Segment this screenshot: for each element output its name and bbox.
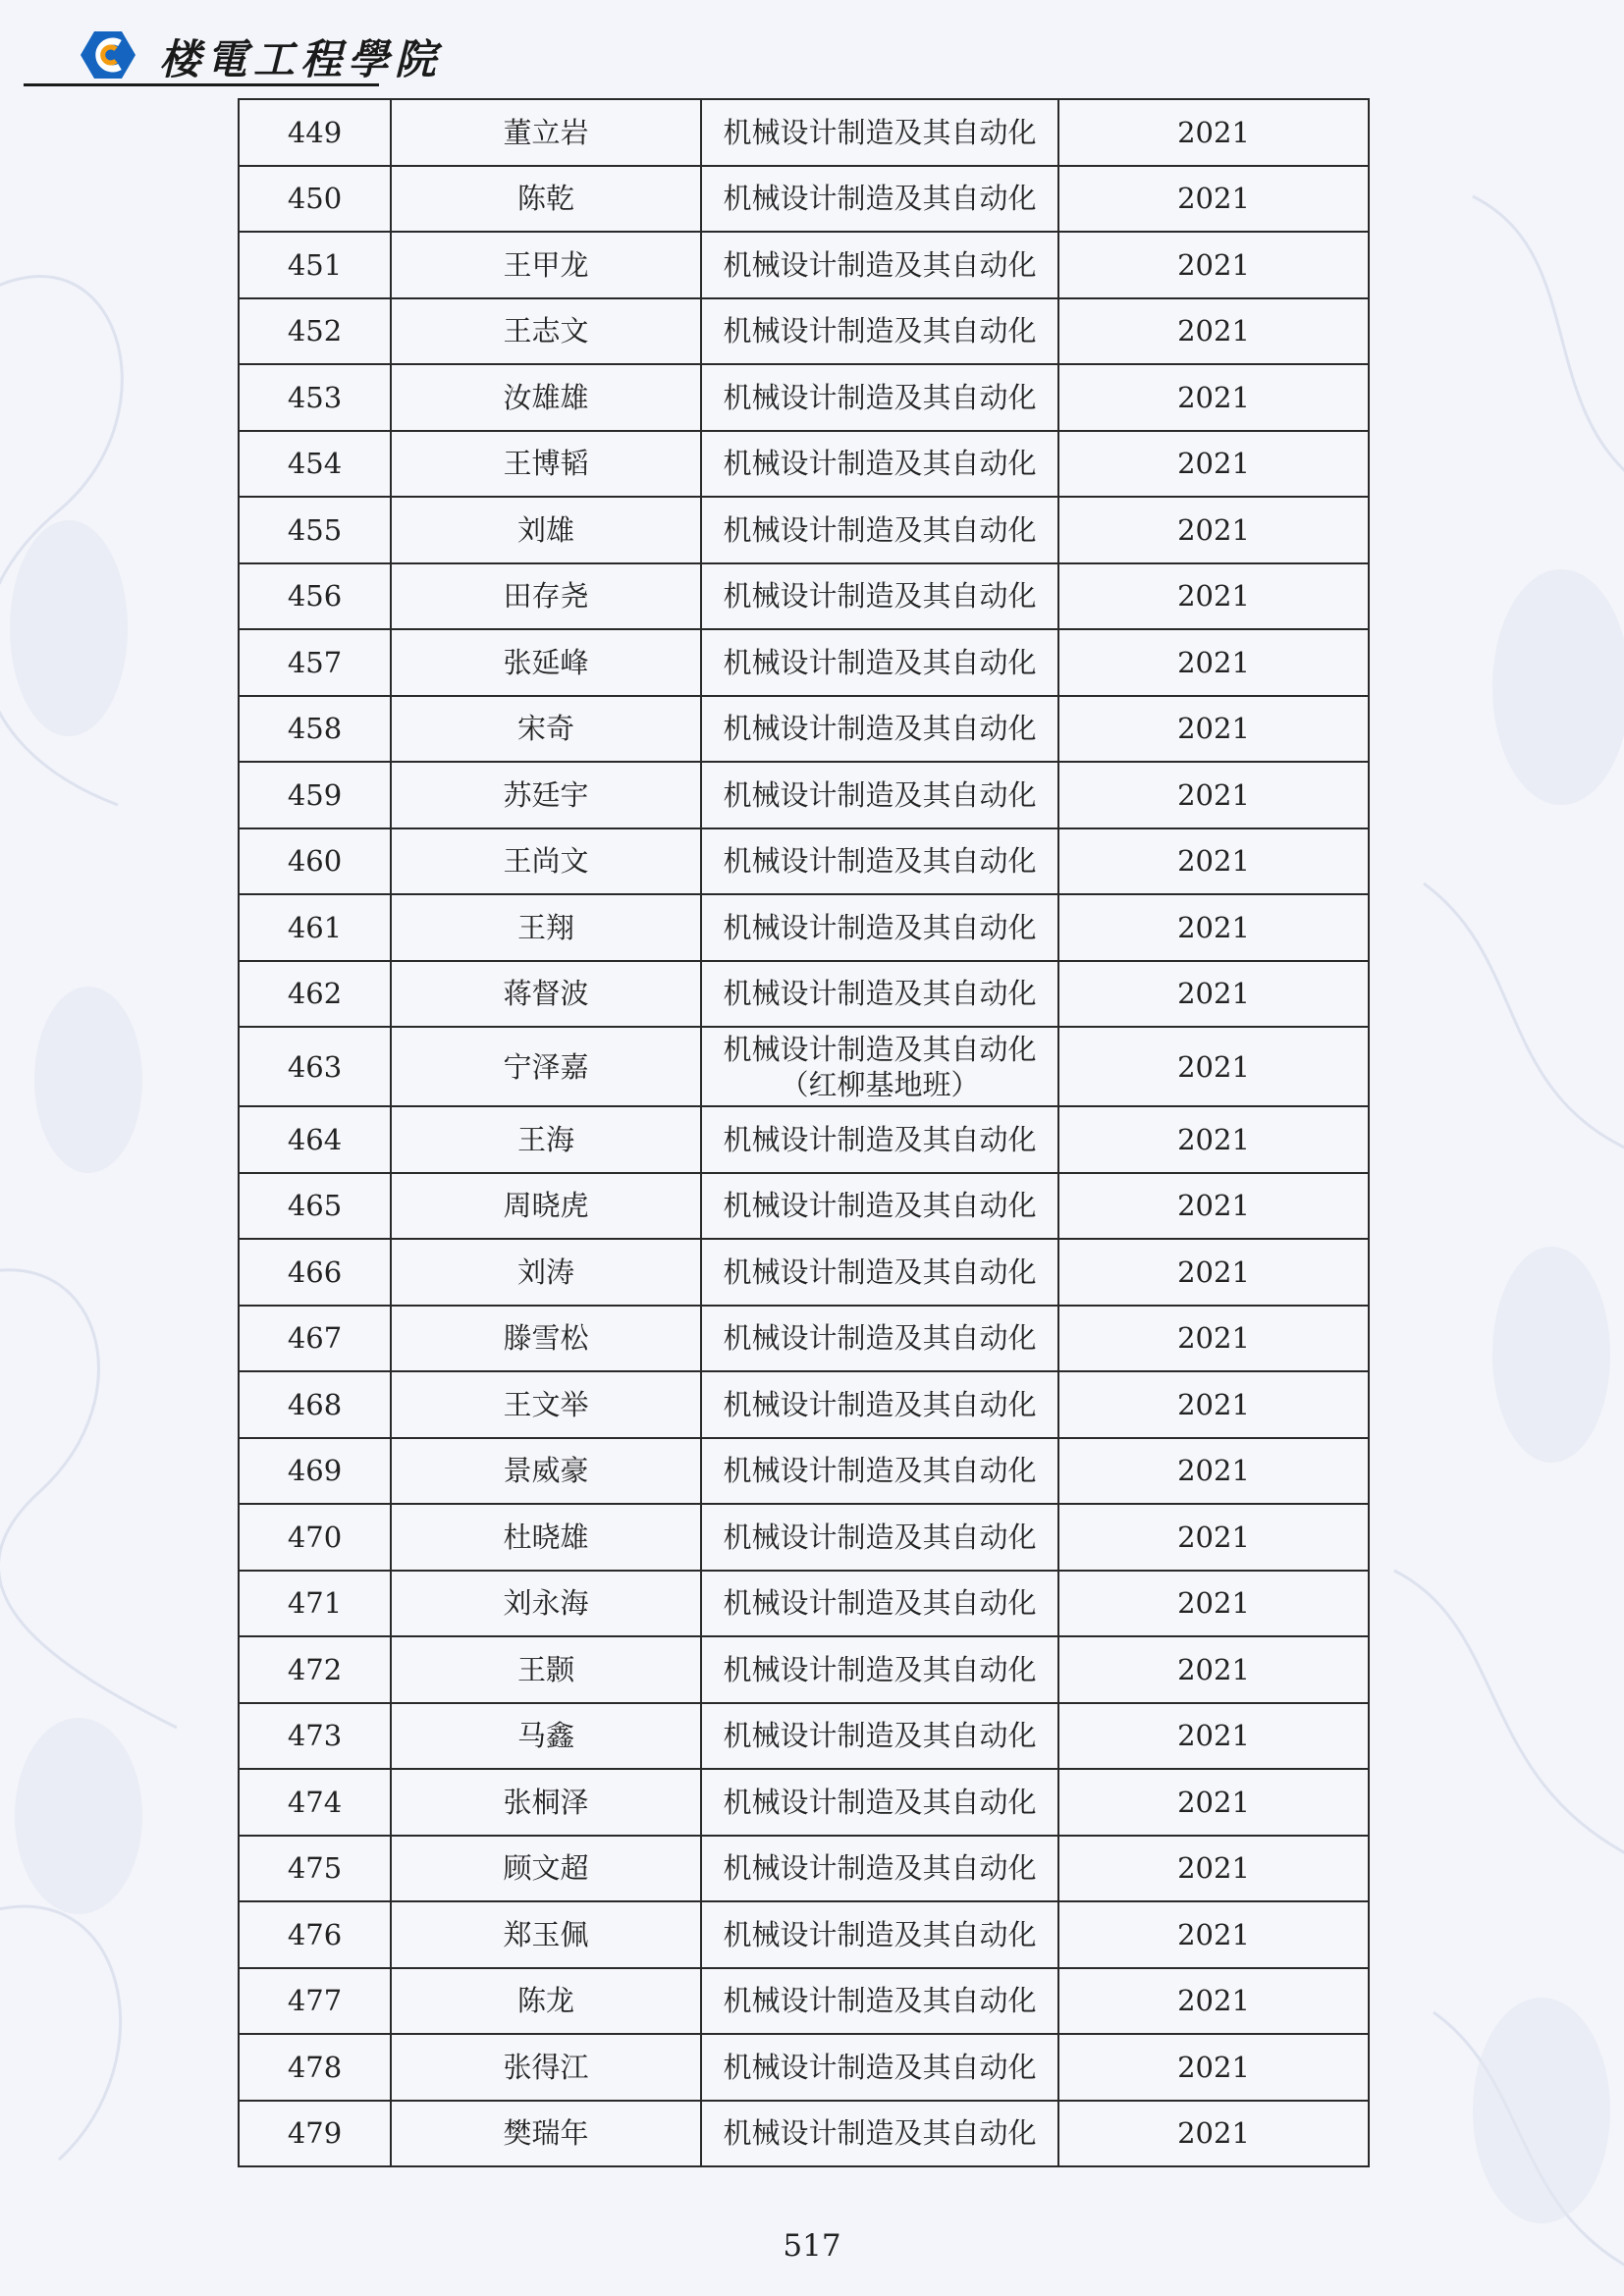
major-cell: 机械设计制造及其自动化: [701, 1371, 1058, 1438]
table-row: [239, 1769, 1369, 1836]
major-cell: 机械设计制造及其自动化: [701, 99, 1058, 166]
row-number-cell: 452: [239, 298, 391, 365]
table-row: [239, 1239, 1369, 1306]
student-name-cell: 宋奇: [391, 696, 701, 763]
row-number-cell: 462: [239, 961, 391, 1028]
table-row: [239, 1571, 1369, 1637]
row-number-cell: 461: [239, 894, 391, 961]
major-cell: 机械设计制造及其自动化: [701, 1901, 1058, 1968]
row-number-cell: 458: [239, 696, 391, 763]
student-name-cell: 王海: [391, 1106, 701, 1173]
student-name-cell: 苏廷宇: [391, 762, 701, 828]
major-cell: 机械设计制造及其自动化: [701, 1571, 1058, 1637]
row-number-cell: 479: [239, 2101, 391, 2167]
row-number-cell: 464: [239, 1106, 391, 1173]
student-roster-table: [238, 98, 1370, 2167]
student-name-cell: 景威豪: [391, 1438, 701, 1505]
table-row: [239, 2034, 1369, 2101]
table-row: [239, 298, 1369, 365]
major-cell: 机械设计制造及其自动化: [701, 497, 1058, 563]
grade-year-cell: 2021: [1058, 961, 1369, 1028]
row-number-cell: 478: [239, 2034, 391, 2101]
student-name-cell: 刘永海: [391, 1571, 701, 1637]
row-number-cell: 476: [239, 1901, 391, 1968]
grade-year-cell: 2021: [1058, 894, 1369, 961]
major-cell: 机械设计制造及其自动化: [701, 232, 1058, 298]
grade-year-cell: 2021: [1058, 1571, 1369, 1637]
grade-year-cell: 2021: [1058, 762, 1369, 828]
grade-year-cell: 2021: [1058, 828, 1369, 895]
student-name-cell: 马鑫: [391, 1703, 701, 1770]
major-cell: 机械设计制造及其自动化: [701, 1968, 1058, 2035]
grade-year-cell: 2021: [1058, 1769, 1369, 1836]
student-name-cell: 王文举: [391, 1371, 701, 1438]
table-row: [239, 762, 1369, 828]
major-cell: 机械设计制造及其自动化: [701, 1239, 1058, 1306]
table-row: [239, 1438, 1369, 1505]
grade-year-cell: 2021: [1058, 99, 1369, 166]
page-number: 517: [783, 2228, 841, 2264]
row-number-cell: 459: [239, 762, 391, 828]
grade-year-cell: 2021: [1058, 1106, 1369, 1173]
major-cell: 机械设计制造及其自动化: [701, 1703, 1058, 1770]
table-row: [239, 1027, 1369, 1106]
major-cell: 机械设计制造及其自动化: [701, 1836, 1058, 1902]
major-cell: 机械设计制造及其自动化: [701, 166, 1058, 233]
table-row: [239, 166, 1369, 233]
table-row: [239, 1901, 1369, 1968]
major-cell: 机械设计制造及其自动化: [701, 2034, 1058, 2101]
grade-year-cell: 2021: [1058, 232, 1369, 298]
row-number-cell: 451: [239, 232, 391, 298]
grade-year-cell: 2021: [1058, 563, 1369, 630]
major-cell: 机械设计制造及其自动化: [701, 828, 1058, 895]
student-name-cell: 杜晓雄: [391, 1504, 701, 1571]
table-row: [239, 696, 1369, 763]
grade-year-cell: 2021: [1058, 1703, 1369, 1770]
row-number-cell: 468: [239, 1371, 391, 1438]
student-name-cell: 刘涛: [391, 1239, 701, 1306]
row-number-cell: 450: [239, 166, 391, 233]
student-name-cell: 陈乾: [391, 166, 701, 233]
grade-year-cell: 2021: [1058, 1504, 1369, 1571]
row-number-cell: 456: [239, 563, 391, 630]
row-number-cell: 463: [239, 1027, 391, 1106]
grade-year-cell: 2021: [1058, 1636, 1369, 1703]
student-name-cell: 张得江: [391, 2034, 701, 2101]
row-number-cell: 471: [239, 1571, 391, 1637]
student-name-cell: 樊瑞年: [391, 2101, 701, 2167]
major-cell: 机械设计制造及其自动化: [701, 762, 1058, 828]
table-row: [239, 1968, 1369, 2035]
table-row: [239, 1504, 1369, 1571]
ce-logo-icon: [81, 29, 135, 80]
major-cell: 机械设计制造及其自动化: [701, 298, 1058, 365]
major-note: （红柳基地班）: [780, 1067, 980, 1101]
student-name-cell: 王翔: [391, 894, 701, 961]
grade-year-cell: 2021: [1058, 1239, 1369, 1306]
major-cell: 机械设计制造及其自动化: [701, 1173, 1058, 1240]
grade-year-cell: 2021: [1058, 166, 1369, 233]
page-header: [24, 26, 443, 88]
student-name-cell: 田存尧: [391, 563, 701, 630]
major-cell: 机械设计制造及其自动化: [701, 1504, 1058, 1571]
grade-year-cell: 2021: [1058, 497, 1369, 563]
row-number-cell: 466: [239, 1239, 391, 1306]
table-row: [239, 828, 1369, 895]
row-number-cell: 472: [239, 1636, 391, 1703]
table-row: [239, 1371, 1369, 1438]
table-row: [239, 1636, 1369, 1703]
grade-year-cell: 2021: [1058, 2101, 1369, 2167]
student-name-cell: 刘雄: [391, 497, 701, 563]
student-name-cell: 汝雄雄: [391, 364, 701, 431]
major-text: 机械设计制造及其自动化: [723, 1032, 1037, 1066]
row-number-cell: 473: [239, 1703, 391, 1770]
student-name-cell: 王志文: [391, 298, 701, 365]
row-number-cell: 453: [239, 364, 391, 431]
table-row: [239, 1106, 1369, 1173]
grade-year-cell: 2021: [1058, 1371, 1369, 1438]
row-number-cell: 467: [239, 1306, 391, 1372]
major-cell: 机械设计制造及其自动化: [701, 1106, 1058, 1173]
major-cell: 机械设计制造及其自动化: [701, 1769, 1058, 1836]
major-cell: 机械设计制造及其自动化: [701, 961, 1058, 1028]
row-number-cell: 465: [239, 1173, 391, 1240]
grade-year-cell: 2021: [1058, 2034, 1369, 2101]
student-name-cell: 王甲龙: [391, 232, 701, 298]
row-number-cell: 474: [239, 1769, 391, 1836]
row-number-cell: 449: [239, 99, 391, 166]
grade-year-cell: 2021: [1058, 1836, 1369, 1902]
table-row: [239, 431, 1369, 498]
row-number-cell: 470: [239, 1504, 391, 1571]
major-cell: 机械设计制造及其自动化: [701, 1306, 1058, 1372]
grade-year-cell: 2021: [1058, 298, 1369, 365]
row-number-cell: 457: [239, 629, 391, 696]
grade-year-cell: 2021: [1058, 629, 1369, 696]
student-name-cell: 张桐泽: [391, 1769, 701, 1836]
roster-body: [239, 99, 1369, 2166]
student-name-cell: 郑玉佩: [391, 1901, 701, 1968]
header-divider: [24, 83, 379, 86]
table-row: [239, 894, 1369, 961]
major-cell: 机械设计制造及其自动化: [701, 1636, 1058, 1703]
major-cell: 机械设计制造及其自动化: [701, 431, 1058, 498]
table-row: [239, 563, 1369, 630]
grade-year-cell: 2021: [1058, 1027, 1369, 1106]
table-row: [239, 232, 1369, 298]
student-name-cell: 顾文超: [391, 1836, 701, 1902]
major-cell: 机械设计制造及其自动化: [701, 563, 1058, 630]
major-cell: [701, 1027, 1058, 1106]
table-row: [239, 364, 1369, 431]
grade-year-cell: 2021: [1058, 1173, 1369, 1240]
table-row: [239, 1836, 1369, 1902]
major-cell: 机械设计制造及其自动化: [701, 696, 1058, 763]
table-row: [239, 99, 1369, 166]
student-name-cell: 陈龙: [391, 1968, 701, 2035]
student-name-cell: 王博韬: [391, 431, 701, 498]
row-number-cell: 477: [239, 1968, 391, 2035]
institution-name: 楼電工程學院: [159, 35, 443, 83]
table-row: [239, 1703, 1369, 1770]
grade-year-cell: 2021: [1058, 1968, 1369, 2035]
grade-year-cell: 2021: [1058, 431, 1369, 498]
major-cell: 机械设计制造及其自动化: [701, 894, 1058, 961]
table-row: [239, 497, 1369, 563]
row-number-cell: 469: [239, 1438, 391, 1505]
student-name-cell: 滕雪松: [391, 1306, 701, 1372]
student-name-cell: 董立岩: [391, 99, 701, 166]
table-row: [239, 2101, 1369, 2167]
student-name-cell: 王颢: [391, 1636, 701, 1703]
grade-year-cell: 2021: [1058, 1306, 1369, 1372]
row-number-cell: 475: [239, 1836, 391, 1902]
grade-year-cell: 2021: [1058, 1901, 1369, 1968]
grade-year-cell: 2021: [1058, 364, 1369, 431]
student-name-cell: 宁泽嘉: [391, 1027, 701, 1106]
grade-year-cell: 2021: [1058, 1438, 1369, 1505]
student-name-cell: 张延峰: [391, 629, 701, 696]
major-cell: 机械设计制造及其自动化: [701, 364, 1058, 431]
student-name-cell: 王尚文: [391, 828, 701, 895]
major-cell: 机械设计制造及其自动化: [701, 2101, 1058, 2167]
major-cell: 机械设计制造及其自动化: [701, 1438, 1058, 1505]
row-number-cell: 460: [239, 828, 391, 895]
row-number-cell: 454: [239, 431, 391, 498]
row-number-cell: 455: [239, 497, 391, 563]
student-name-cell: 周晓虎: [391, 1173, 701, 1240]
major-cell: 机械设计制造及其自动化: [701, 629, 1058, 696]
student-name-cell: 蒋督波: [391, 961, 701, 1028]
grade-year-cell: 2021: [1058, 696, 1369, 763]
table-row: [239, 1173, 1369, 1240]
table-row: [239, 629, 1369, 696]
table-row: [239, 1306, 1369, 1372]
table-row: [239, 961, 1369, 1028]
